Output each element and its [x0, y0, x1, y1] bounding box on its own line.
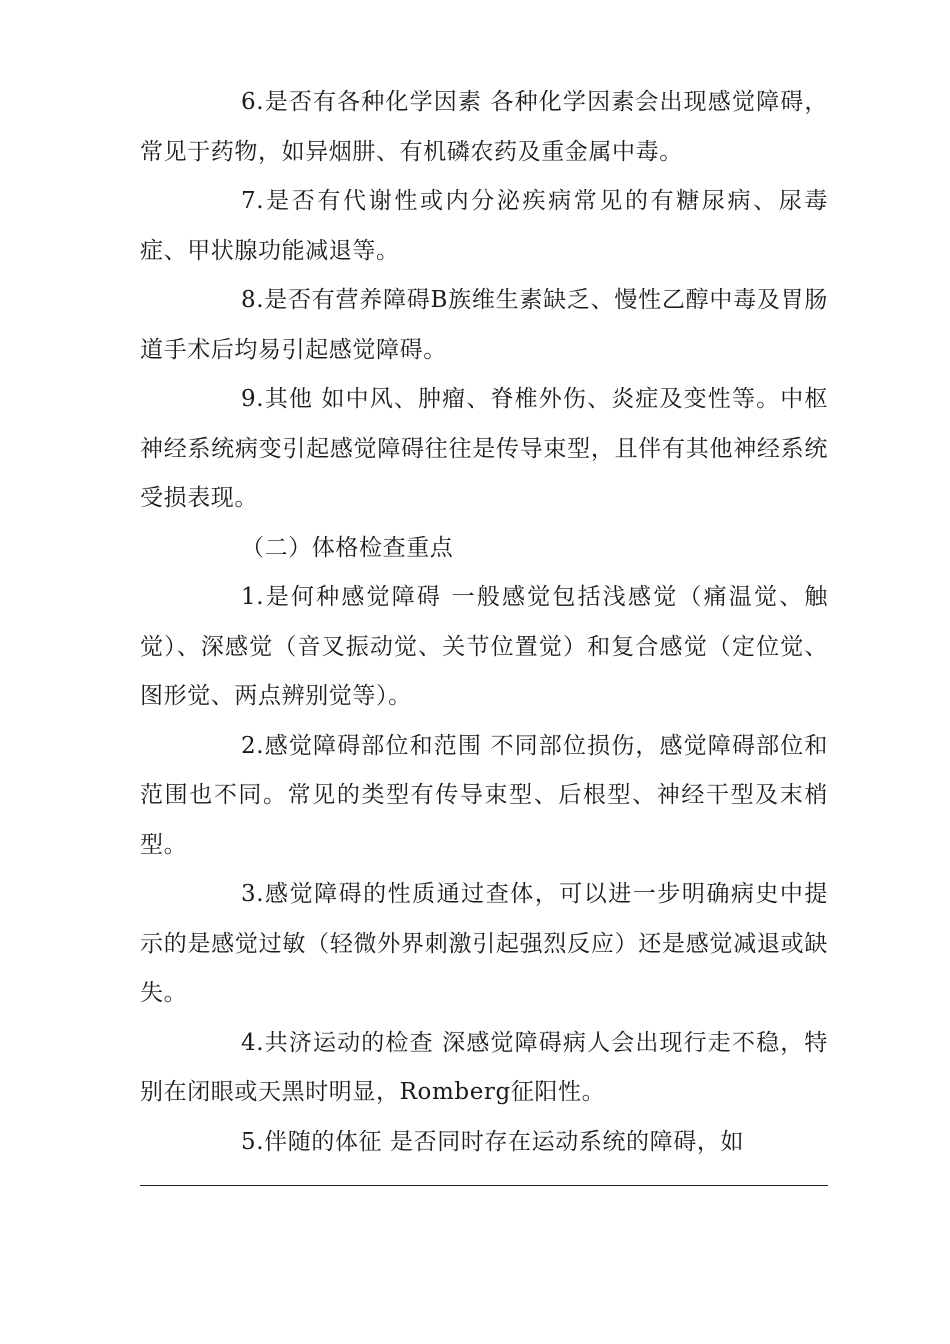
section-heading-physical-exam: （二）体格检查重点 — [241, 534, 454, 561]
paragraph-sensory-nature: 3.感觉障碍的性质通过查体，可以进一步明确病史中提示的是感觉过敏（轻微外界刺激引起强烈反应）还是感觉减退或缺失。 — [140, 881, 828, 1006]
paragraph-nutrition-disorder: 8.是否有营养障碍B族维生素缺乏、慢性乙醇中毒及胃肠道手术后均易引起感觉障碍。 — [140, 287, 828, 363]
footer-divider — [140, 1185, 828, 1186]
document-body — [140, 78, 828, 1167]
paragraph-coordination-exam: 4.共济运动的检查 深感觉障碍病人会出现行走不稳，特别在闭眼或天黑时明显，Romberg征阳性。 — [140, 1029, 828, 1105]
paragraph-sensory-location: 2.感觉障碍部位和范围 不同部位损伤，感觉障碍部位和范围也不同。常见的类型有传导束型、后根型、神经干型及末梢型。 — [140, 732, 828, 858]
paragraph-chemical-factors: 6.是否有各种化学因素 各种化学因素会出现感觉障碍，常见于药物，如异烟肼、有机磷农药及重金属中毒。 — [140, 89, 828, 165]
paragraph-metabolic-disease: 7.是否有代谢性或内分泌疾病常见的有糖尿病、尿毒症、甲状腺功能减退等。 — [140, 188, 828, 264]
paragraph-other-causes: 9.其他 如中风、肿瘤、脊椎外伤、炎症及变性等。中枢神经系统病变引起感觉障碍往往是传导束型，且伴有其他神经系统受损表现。 — [140, 386, 828, 511]
paragraph-accompanying-signs: 5.伴随的体征 是否同时存在运动系统的障碍，如 — [241, 1128, 745, 1155]
paragraph-sensory-type: 1.是何种感觉障碍 一般感觉包括浅感觉（痛温觉、触觉）、深感觉（音叉振动觉、关节位置觉）和复合感觉（定位觉、图形觉、两点辨别觉等）。 — [140, 584, 828, 709]
